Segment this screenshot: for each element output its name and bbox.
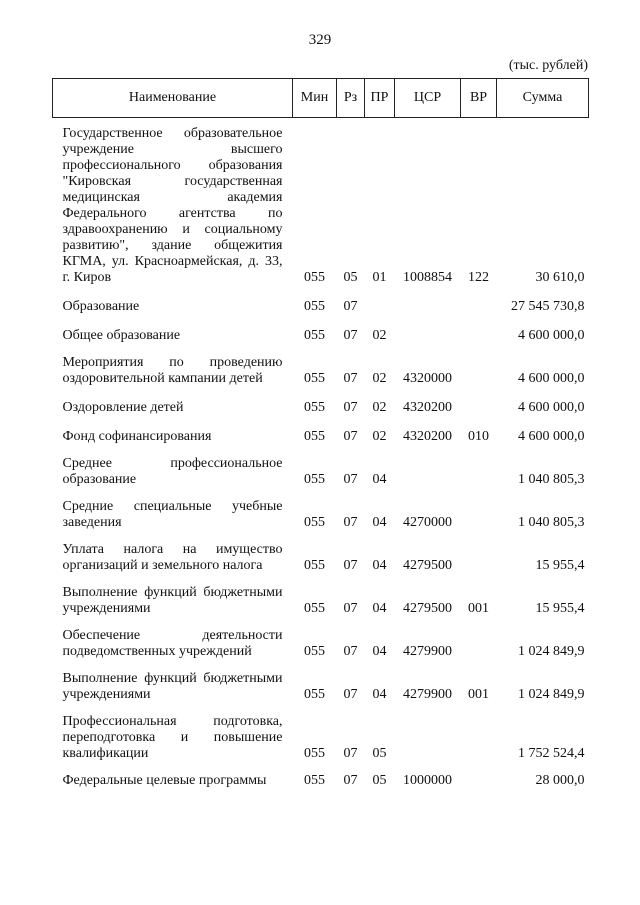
cell-sum: 4 600 000,0 bbox=[518, 328, 585, 343]
header-pr: ПР bbox=[365, 79, 395, 118]
cell-rz: 07 bbox=[343, 400, 358, 415]
cell-vr bbox=[461, 446, 497, 489]
cell-csr bbox=[395, 316, 461, 345]
cell-csr: 4279900 bbox=[403, 687, 452, 702]
page-number: 329 bbox=[308, 32, 332, 48]
cell-rz: 05 bbox=[343, 270, 358, 285]
cell-sum: 27 545 730,8 bbox=[511, 299, 585, 314]
cell-csr: 1000000 bbox=[403, 773, 452, 788]
cell-vr bbox=[461, 388, 497, 417]
header-rz: Рз bbox=[337, 79, 365, 118]
cell-min: 055 bbox=[304, 644, 325, 659]
cell-sum: 30 610,0 bbox=[535, 270, 585, 285]
cell-pr bbox=[365, 287, 395, 316]
cell-min: 055 bbox=[304, 400, 325, 415]
header-csr: ЦСР bbox=[395, 79, 461, 118]
table-row bbox=[53, 388, 589, 417]
cell-min: 055 bbox=[304, 270, 325, 285]
cell-csr bbox=[395, 704, 461, 763]
units-label: (тыс. рублей) bbox=[508, 58, 588, 73]
cell-pr: 04 bbox=[372, 601, 387, 616]
cell-rz: 07 bbox=[343, 687, 358, 702]
cell-vr bbox=[461, 618, 497, 661]
cell-min: 055 bbox=[304, 558, 325, 573]
cell-pr: 04 bbox=[372, 644, 387, 659]
cell-name: Мероприятия по проведению оздоровительной кампании детей bbox=[62, 355, 283, 386]
table-row bbox=[53, 704, 589, 763]
cell-pr: 04 bbox=[372, 687, 387, 702]
cell-pr: 02 bbox=[372, 328, 387, 343]
header-sum: Сумма bbox=[497, 79, 589, 118]
table-row bbox=[53, 316, 589, 345]
header-name: Наименование bbox=[53, 79, 293, 118]
cell-pr: 04 bbox=[372, 515, 387, 530]
cell-rz: 07 bbox=[343, 601, 358, 616]
cell-name: Государственное образовательное учреждение высшего профессионального образования "Кировская государственная медицинская академия Федерального агентства по здравоохранению и социальному развитию", здание общежития КГМА, ул. Красноармейская, д. 33, г. Киров bbox=[62, 126, 283, 285]
cell-sum: 4 600 000,0 bbox=[518, 371, 585, 386]
cell-name: Обеспечение деятельности подведомственных учреждений bbox=[62, 628, 283, 659]
header-min: Мин bbox=[293, 79, 337, 118]
cell-vr: 010 bbox=[468, 429, 489, 444]
cell-rz: 07 bbox=[343, 773, 358, 788]
cell-vr: 001 bbox=[468, 601, 489, 616]
cell-pr: 01 bbox=[372, 270, 387, 285]
cell-pr: 05 bbox=[372, 773, 387, 788]
cell-min: 055 bbox=[304, 429, 325, 444]
table-header bbox=[53, 79, 589, 118]
cell-sum: 1 752 524,4 bbox=[518, 746, 585, 761]
cell-csr bbox=[395, 287, 461, 316]
cell-pr: 02 bbox=[372, 429, 387, 444]
cell-sum: 1 024 849,9 bbox=[518, 687, 585, 702]
cell-name: Средние специальные учебные заведения bbox=[62, 499, 283, 530]
table-row bbox=[53, 345, 589, 388]
cell-min: 055 bbox=[304, 773, 325, 788]
cell-csr: 4320200 bbox=[403, 429, 452, 444]
cell-vr bbox=[461, 532, 497, 575]
cell-csr: 1008854 bbox=[403, 270, 452, 285]
table-row bbox=[53, 661, 589, 704]
cell-vr bbox=[461, 704, 497, 763]
table-row bbox=[53, 575, 589, 618]
cell-sum: 4 600 000,0 bbox=[518, 400, 585, 415]
cell-vr bbox=[461, 316, 497, 345]
cell-csr bbox=[395, 446, 461, 489]
cell-sum: 1 040 805,3 bbox=[518, 472, 585, 487]
cell-vr bbox=[461, 489, 497, 532]
cell-csr: 4320200 bbox=[403, 400, 452, 415]
cell-rz: 07 bbox=[343, 299, 358, 314]
cell-vr: 001 bbox=[468, 687, 489, 702]
cell-sum: 1 024 849,9 bbox=[518, 644, 585, 659]
cell-name: Оздоровление детей bbox=[62, 400, 184, 415]
cell-pr: 02 bbox=[372, 400, 387, 415]
cell-rz: 07 bbox=[343, 429, 358, 444]
cell-min: 055 bbox=[304, 371, 325, 386]
cell-name: Выполнение функций бюджетными учреждениями bbox=[62, 671, 283, 702]
cell-rz: 07 bbox=[343, 746, 358, 761]
cell-csr: 4279500 bbox=[403, 601, 452, 616]
cell-vr bbox=[461, 287, 497, 316]
cell-name: Выполнение функций бюджетными учреждениями bbox=[62, 585, 283, 616]
cell-min: 055 bbox=[304, 601, 325, 616]
cell-csr: 4270000 bbox=[403, 515, 452, 530]
table-row bbox=[53, 618, 589, 661]
cell-sum: 15 955,4 bbox=[535, 558, 585, 573]
table-row bbox=[53, 287, 589, 316]
cell-pr: 02 bbox=[372, 371, 387, 386]
cell-csr: 4320000 bbox=[403, 371, 452, 386]
table-row bbox=[53, 532, 589, 575]
cell-sum: 1 040 805,3 bbox=[518, 515, 585, 530]
cell-min: 055 bbox=[304, 472, 325, 487]
cell-vr bbox=[461, 345, 497, 388]
cell-min: 055 bbox=[304, 687, 325, 702]
cell-name: Уплата налога на имущество организаций и земельного налога bbox=[62, 542, 283, 573]
table-row bbox=[53, 489, 589, 532]
cell-vr: 122 bbox=[468, 270, 489, 285]
cell-rz: 07 bbox=[343, 558, 358, 573]
cell-rz: 07 bbox=[343, 328, 358, 343]
table-row bbox=[53, 763, 589, 790]
cell-min: 055 bbox=[304, 328, 325, 343]
cell-rz: 07 bbox=[343, 371, 358, 386]
cell-name: Фонд софинансирования bbox=[62, 429, 212, 444]
cell-sum: 4 600 000,0 bbox=[518, 429, 585, 444]
cell-pr: 05 bbox=[372, 746, 387, 761]
cell-min: 055 bbox=[304, 299, 325, 314]
cell-name: Профессиональная подготовка, переподготовка и повышение квалификации bbox=[62, 714, 283, 761]
cell-min: 055 bbox=[304, 746, 325, 761]
cell-rz: 07 bbox=[343, 515, 358, 530]
cell-name: Федеральные целевые программы bbox=[62, 773, 267, 788]
cell-vr bbox=[461, 763, 497, 790]
cell-pr: 04 bbox=[372, 558, 387, 573]
header-vr: ВР bbox=[461, 79, 497, 118]
table-row bbox=[53, 446, 589, 489]
cell-name: Образование bbox=[62, 299, 140, 314]
cell-pr: 04 bbox=[372, 472, 387, 487]
table-row bbox=[53, 417, 589, 446]
table-row bbox=[53, 118, 589, 288]
cell-name: Общее образование bbox=[62, 328, 181, 343]
cell-rz: 07 bbox=[343, 644, 358, 659]
budget-table bbox=[52, 78, 589, 790]
cell-sum: 28 000,0 bbox=[535, 773, 585, 788]
cell-min: 055 bbox=[304, 515, 325, 530]
cell-sum: 15 955,4 bbox=[535, 601, 585, 616]
cell-csr: 4279500 bbox=[403, 558, 452, 573]
cell-csr: 4279900 bbox=[403, 644, 452, 659]
cell-name: Среднее профессиональное образование bbox=[62, 456, 283, 487]
cell-rz: 07 bbox=[343, 472, 358, 487]
